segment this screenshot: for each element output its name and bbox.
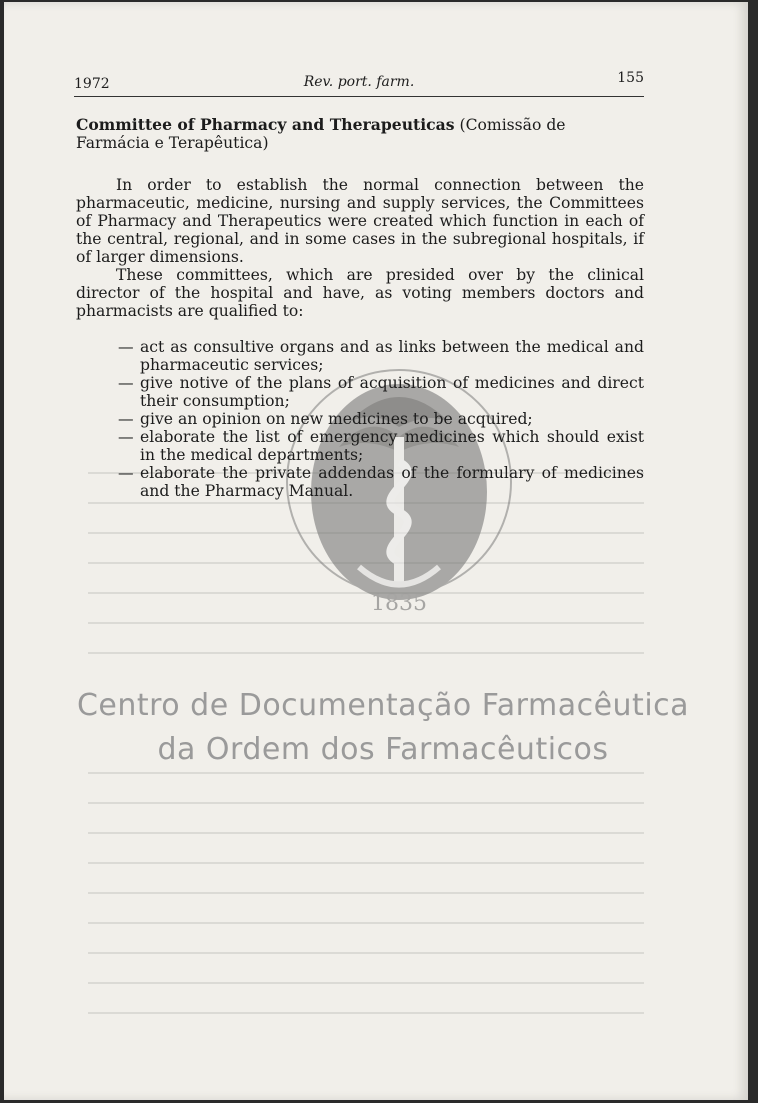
stamp-year: 1835 <box>371 591 427 612</box>
list-item-text: give notive of the plans of acquisition of medicines and direct their consumption; <box>140 374 644 410</box>
list-item-text: elaborate the private addendas of the formulary of medicines and the Pharmacy Manual. <box>140 464 644 500</box>
running-header <box>74 70 644 97</box>
list-item <box>118 410 644 428</box>
list-dash: — <box>118 374 134 392</box>
list-item <box>118 428 644 464</box>
list-dash: — <box>118 410 134 428</box>
watermark-line-1: Centro de Documentação Farmacêutica <box>76 688 690 723</box>
list-dash: — <box>118 464 134 482</box>
section-subtitle: (Comissão de Farmácia e Terapêutica) <box>76 116 566 152</box>
section-heading <box>76 116 644 152</box>
list-dash: — <box>118 428 134 446</box>
header-page-number: 155 <box>617 70 644 86</box>
qualification-list <box>76 338 644 500</box>
body-text <box>76 116 644 500</box>
document-page <box>4 2 748 1100</box>
paragraph: These committees, which are presided over by the clinical director of the hospital and have, as voting members doctors and pharmacists are qualified to: <box>76 266 644 320</box>
list-dash: — <box>118 338 134 356</box>
paragraph: In order to establish the normal connection between the pharmaceutic, medicine, nursing and supply services, the Committees of Pharmacy and Therapeutics were created which function in each of the central, regional, and in some cases in the subregional hospitals, if of larger dimensions. <box>76 176 644 266</box>
watermark-line-2: da Ordem dos Farmacêuticos <box>157 732 609 767</box>
list-item <box>118 374 644 410</box>
header-year: 1972 <box>74 76 110 92</box>
list-item-text: act as consultive organs and as links between the medical and pharmaceutic services; <box>140 338 644 374</box>
section-title: Committee of Pharmacy and Therapeuticas <box>76 115 455 134</box>
header-journal-title: Rev. port. farm. <box>303 74 415 90</box>
list-item <box>118 338 644 374</box>
list-item-text: give an opinion on new medicines to be acquired; <box>140 410 533 428</box>
list-item <box>118 464 644 500</box>
list-item-text: elaborate the list of emergency medicines which should exist in the medical departments; <box>140 428 644 464</box>
